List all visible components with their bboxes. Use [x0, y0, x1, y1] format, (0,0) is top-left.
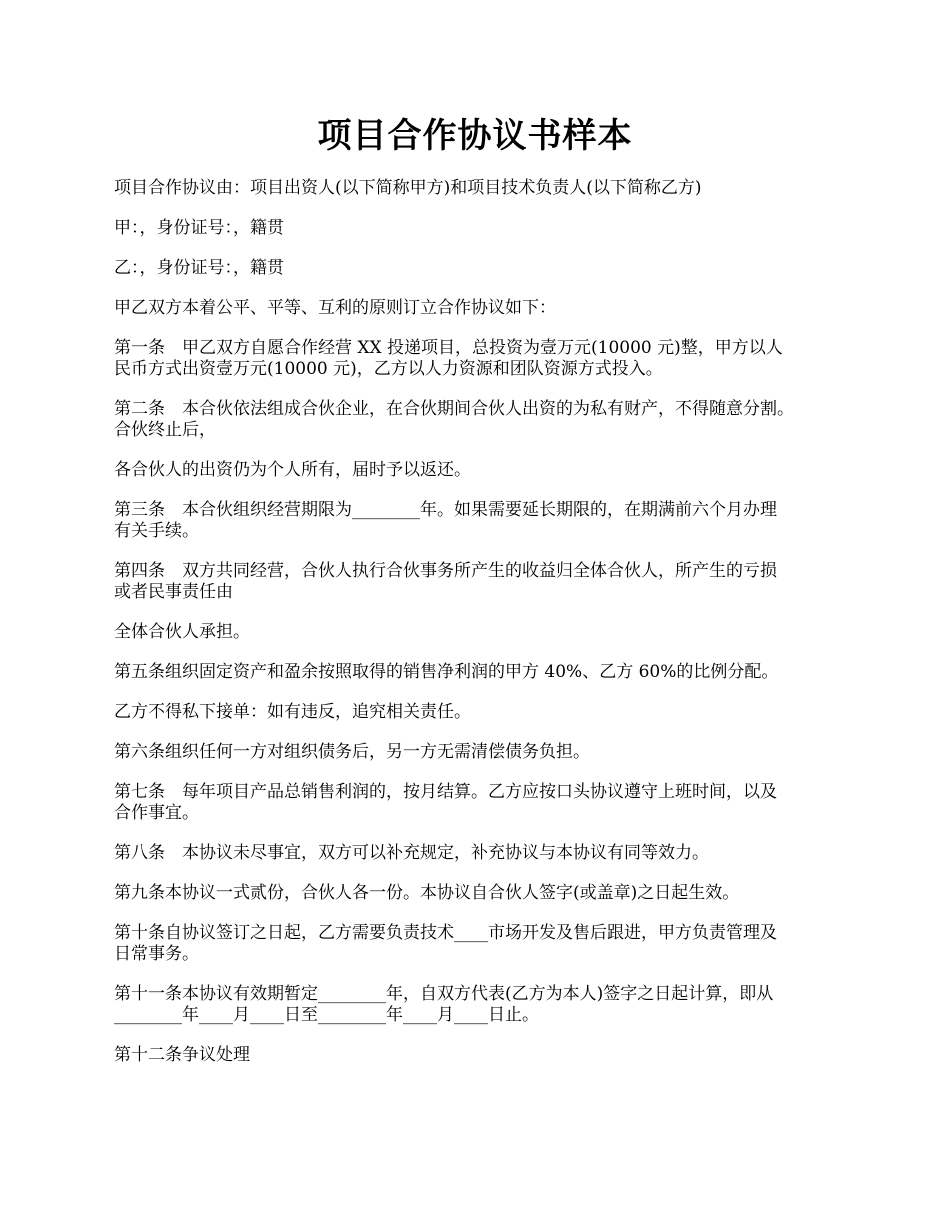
paragraph-party-b: 乙：，身份证号：，籍贯	[114, 258, 284, 278]
paragraph-principle: 甲乙双方本着公平、平等、互利的原则订立合作协议如下：	[114, 298, 556, 318]
paragraph-article-11: 第十一条本协议有效期暂定________年，自双方代表(乙方为本人)签字之日起计算，即从 ________年____月____日至________年____月____日止。	[114, 984, 774, 1025]
paragraph-article-2-cont: 各合伙人的出资仍为个人所有，届时予以返还。	[114, 460, 471, 480]
paragraph-article-7: 第七条 每年项目产品总销售利润的，按月结算。乙方应按口头协议遵守上班时间，以及 合作事宜。	[114, 782, 777, 823]
paragraph-article-5-note: 乙方不得私下接单：如有违反，追究相关责任。	[114, 702, 471, 722]
paragraph-article-8: 第八条 本协议未尽事宜，双方可以补充规定，补充协议与本协议有同等效力。	[114, 843, 709, 863]
paragraph-article-2: 第二条 本合伙依法组成合伙企业，在合伙期间合伙人出资的为私有财产，不得随意分割。 合伙终止后，	[114, 399, 794, 440]
paragraph-article-6: 第六条组织任何一方对组织债务后，另一方无需清偿债务负担。	[114, 742, 590, 762]
paragraph-article-9: 第九条本协议一式贰份，合伙人各一份。本协议自合伙人签字(或盖章)之日起生效。	[114, 883, 740, 903]
paragraph-intro: 项目合作协议由：项目出资人(以下简称甲方)和项目技术负责人(以下简称乙方)	[114, 178, 702, 198]
document-title: 项目合作协议书样本	[317, 116, 633, 156]
paragraph-article-12: 第十二条争议处理	[114, 1045, 250, 1065]
paragraph-article-4-cont: 全体合伙人承担。	[114, 622, 250, 642]
paragraph-party-a: 甲：，身份证号：，籍贯	[114, 218, 284, 238]
paragraph-article-5: 第五条组织固定资产和盈余按照取得的销售净利润的甲方 40%、乙方 60%的比例分配。	[114, 662, 779, 682]
document-body	[114, 178, 874, 1085]
paragraph-article-4: 第四条 双方共同经营，合伙人执行合伙事务所产生的收益归全体合伙人，所产生的亏损 或者民事责任由	[114, 561, 777, 602]
paragraph-article-1: 第一条 甲乙双方自愿合作经营 XX 投递项目，总投资为壹万元(10000 元)整，甲方以人 民币方式出资壹万元(10000 元)，乙方以人力资源和团队资源方式投入。	[114, 338, 783, 379]
paragraph-article-3: 第三条 本合伙组织经营期限为________年。如果需要延长期限的，在期满前六个月办理 有关手续。	[114, 500, 777, 541]
paragraph-article-10: 第十条自协议签订之日起，乙方需要负责技术____市场开发及售后跟进，甲方负责管理及 日常事务。	[114, 923, 777, 964]
